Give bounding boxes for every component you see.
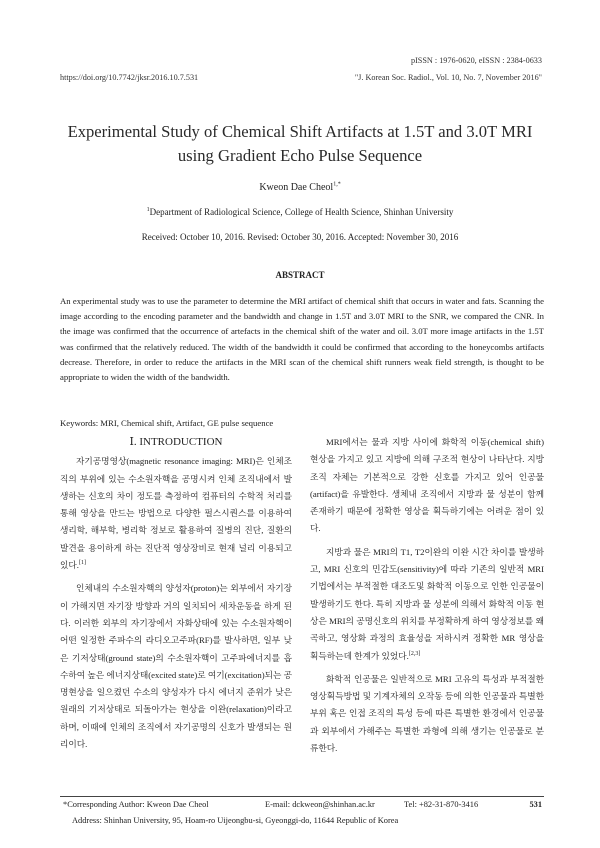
address: Address: Shinhan University, 95, Hoam-ro Uijeongbu-si, Gyeonggi-do, 11644 Republic of Korea xyxy=(72,816,399,825)
paragraph: 지방과 물은 MRI의 T1, T2이완의 이완 시간 차이를 발생하고, MRI 신호의 민감도(sensitivity)에 따라 기존의 일반적 MRI기법에서는 부적절한 대조도및 화학적 이동으로 인한 인공물이 발생하기도 한다. 특히 지방과 물 성분에 의해서 화학적 이동 현상은 MRI의 공명신호의 위치를 부정확하게 하여 영상정보를 왜곡하고, 영상화 과정의 효율성을 저하시켜 정확한 MR 영상을 획득하는데 한계가 있었다.[2,3] xyxy=(310,546,544,661)
affiliation: Department of Radiological Science, College of Health Science, Shinhan University xyxy=(149,207,454,217)
email[interactable]: E-mail: dckweon@shinhan.ac.kr xyxy=(265,800,375,809)
abstract-text: An experimental study was to use the parameter to determine the MRI artifact of chemical shift that occurs in water and fats. Scanning the image according to the encoding parameter and the bandwidth and change in 1.5T and 3.0T MRI to the SNR, we compared the CNR. In the image was confirmed that the occurrence of artefacts in the chemical shift of the water and oil. 3.0T more image artifacts in the 1.5T was confirmed that the relatively reduced. The width of the bandwidth it could be confirmed that according to the honeycombs artifacts decrease. Therefore, in order to reduce the artifacts in the MRI scan of the chemical shift runners weak field strength, is thought to be appropriate to widen the width of the bandwidth. xyxy=(60,296,544,383)
issn-line: pISSN : 1976-0620, eISSN : 2384-0633 xyxy=(410,56,542,65)
footer-rule xyxy=(60,796,544,797)
author-name: Kweon Dae Cheol xyxy=(259,182,334,193)
affiliation-line xyxy=(40,207,560,217)
author-line xyxy=(40,182,560,193)
abstract-heading: ABSTRACT xyxy=(275,270,325,280)
left-column xyxy=(60,434,292,759)
keywords: Keywords: MRI, Chemical shift, Artifact, GE pulse sequence xyxy=(60,418,274,428)
paragraph: 화학적 인공물은 일반적으로 MRI 고유의 특성과 부적절한 영상획득방법 및 기계자체의 오작동 등에 의한 인공물과 특별한 부위 혹은 인접 조직의 특성 등에 따른 특별한 환경에서 인공물과 외부에서 가해주는 특별한 과형에 의해 생기는 인공물로 분류한다. xyxy=(310,673,544,754)
paragraph: MRI에서는 물과 지방 사이에 화학적 이동(chemical shift) 현상을 가지고 있고 지방에 의해 구조적 현상이 나타난다. 지방조직 자체는 기본적으로 강한 신호를 가지고 있어 인공물(artifact)을 유발한다. 생체내 조직에서 지방과 물 성분이 함께 존재하기 때문에 정확한 영상을 획득하기에는 어려운 점이 있다. xyxy=(310,437,544,534)
paragraph: 인체내의 수소원자핵의 양성자(proton)는 외부에서 자기장이 가해지면 자기장 방향과 거의 일치되어 세차운동을 하게 된다. 이러한 외부의 자기장에서 자화상태에 있는 수소원자핵이 어떤 일정한 주파수의 라디오고주파(RF)를 발사하면, 일부 낮은 기저상태(ground state)의 수소원자핵이 고주파에너지를 흡수하여 높은 에너지상태(excited state)로 여기(excitation)되는 공명현상을 일으켰던 수소의 양성자가 다시 에너지 준위가 낮은 원래의 기저상태로 되돌아가는 현상을 이완(relaxation)이라고 하며, 이때에 인체의 조직에서 자기공명의 신호가 발생되는 원리이다. xyxy=(60,583,292,750)
paragraph: 자기공명영상(magnetic resonance imaging: MRI)은 인체조직의 부위에 있는 수소원자핵을 공명시켜 인체 조직내에서 발생하는 신호의 차이 정도를 측정하여 컴퓨터의 수학적 처리를 통해 영상을 만드는 방법으로 다양한 펄스시퀀스를 이용하여 생리학, 해부학, 병리학 정보로 활용하여 질병의 진단, 질환의 발견을 용이하게 하는 진단적 영상장비로 현재 널리 이용되고 있다.[1] xyxy=(60,456,292,571)
corresponding-author: *Corresponding Author: Kweon Dae Cheol xyxy=(63,800,209,809)
right-column xyxy=(310,434,544,763)
section-heading: Ⅰ. INTRODUCTION xyxy=(129,436,223,448)
page-number: 531 xyxy=(529,800,542,809)
paper-title xyxy=(40,120,560,168)
dates-line: Received: October 10, 2016. Revised: October 30, 2016. Accepted: November 30, 2016 xyxy=(141,232,459,242)
affiliation-sup: 1 xyxy=(146,207,150,213)
title-line-1: Experimental Study of Chemical Shift Artifacts at 1.5T and 3.0T MRI xyxy=(67,122,533,141)
author-sup: 1,* xyxy=(333,181,341,188)
telephone: Tel: +82-31-870-3416 xyxy=(404,800,479,809)
journal-citation: "J. Korean Soc. Radiol., Vol. 10, No. 7, November 2016" xyxy=(354,73,542,82)
doi-link[interactable]: https://doi.org/10.7742/jksr.2016.10.7.531 xyxy=(60,73,199,82)
title-line-2: using Gradient Echo Pulse Sequence xyxy=(177,146,423,165)
